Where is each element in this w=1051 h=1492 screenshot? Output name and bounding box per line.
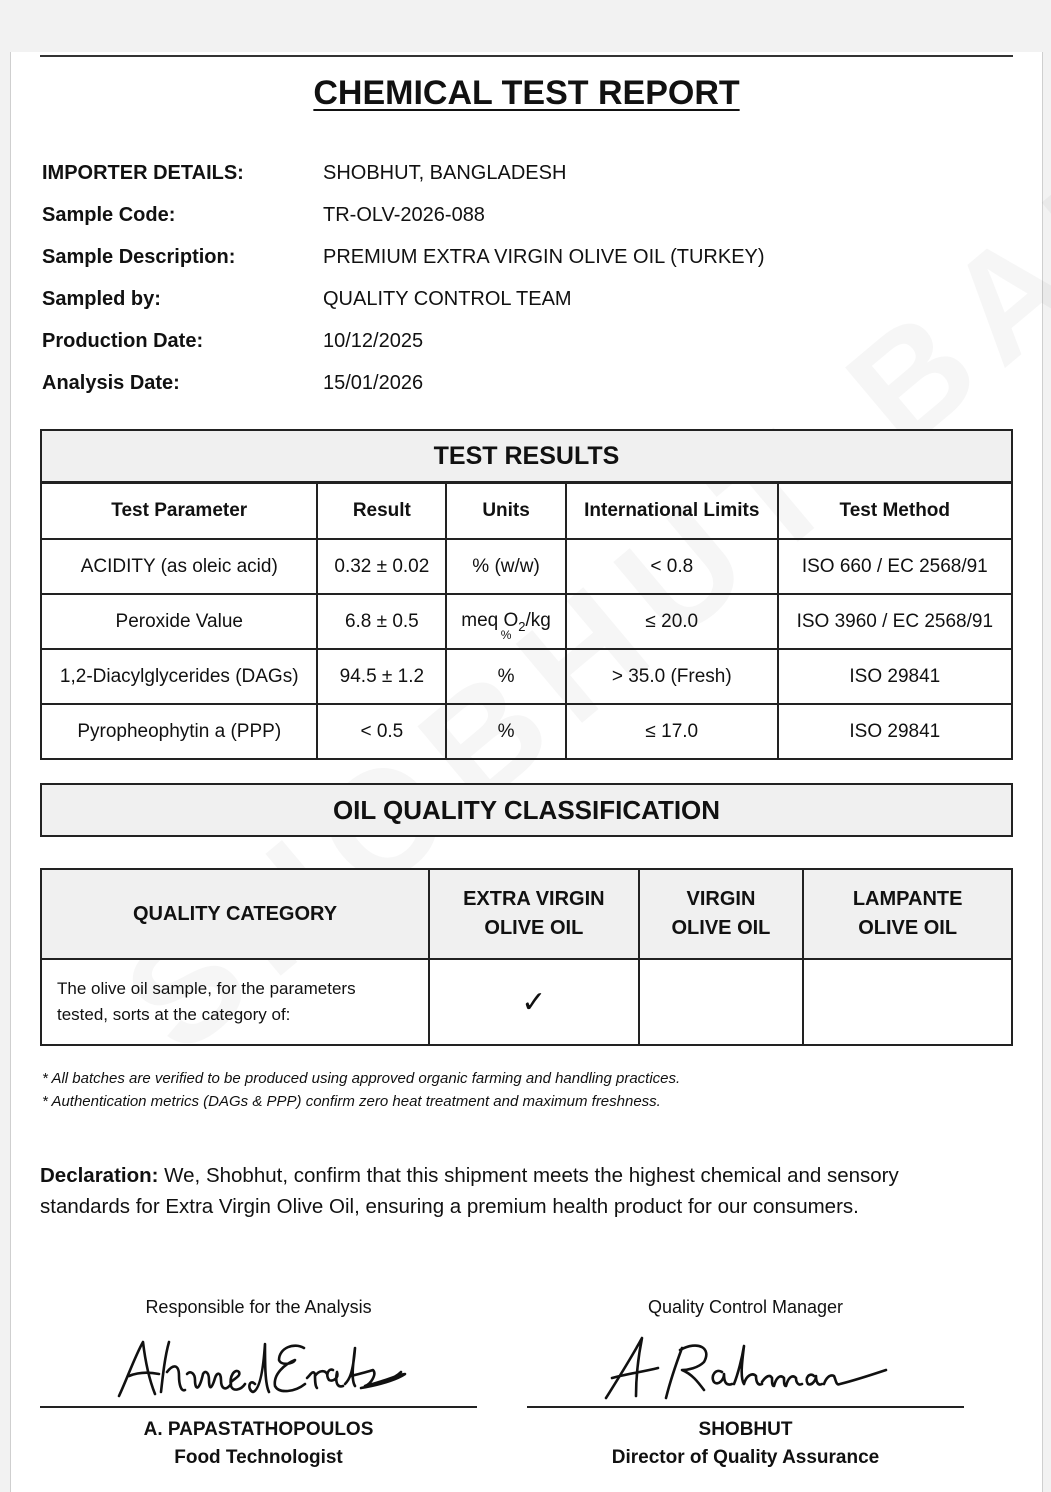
method-cell: ISO 29841 bbox=[778, 649, 1012, 704]
limit-cell: > 35.0 (Fresh) bbox=[566, 649, 778, 704]
info-value: 15/01/2026 bbox=[323, 371, 424, 394]
test-results-title: TEST RESULTS bbox=[41, 430, 1012, 483]
info-row-sample-description bbox=[42, 236, 1002, 278]
column-header: VIRGIN OLIVE OIL bbox=[639, 869, 804, 959]
column-header: LAMPANTE OLIVE OIL bbox=[803, 869, 1012, 959]
signature-line bbox=[40, 1406, 477, 1408]
unit-formula: meq $O_2/kg$ % bbox=[461, 610, 551, 643]
signatory-name: SHOBHUT bbox=[698, 1419, 793, 1440]
info-label: IMPORTER DETAILS: bbox=[42, 161, 244, 184]
column-header: EXTRA VIRGIN OLIVE OIL bbox=[429, 869, 639, 959]
footnote: * Authentication metrics (DAGs & PPP) confirm zero heat treatment and maximum freshness. bbox=[42, 1093, 661, 1110]
unit-cell: % bbox=[446, 649, 566, 704]
signature-block-manager bbox=[527, 1292, 964, 1472]
signature-role: Responsible for the Analysis bbox=[145, 1297, 372, 1317]
signatory-title: Food Technologist bbox=[174, 1447, 343, 1468]
info-value: QUALITY CONTROL TEAM bbox=[323, 287, 572, 310]
column-header: Units bbox=[446, 483, 566, 540]
top-rule bbox=[40, 55, 1013, 57]
sample-info bbox=[42, 152, 1002, 404]
signatory-title: Director of Quality Assurance bbox=[611, 1447, 880, 1468]
table-row bbox=[41, 539, 1012, 594]
method-cell: ISO 660 / EC 2568/91 bbox=[778, 539, 1012, 594]
unit-cell: % bbox=[446, 704, 566, 759]
result-cell: < 0.5 bbox=[317, 704, 446, 759]
footnote: * All batches are verified to be produced using approved organic farming and handling practices. bbox=[42, 1070, 681, 1087]
info-label: Production Date: bbox=[42, 329, 204, 352]
info-row-sampled-by bbox=[42, 278, 1002, 320]
table-header-row bbox=[41, 483, 1012, 540]
method-cell: ISO 3960 / EC 2568/91 bbox=[778, 594, 1012, 649]
handwritten-signature bbox=[586, 1334, 906, 1404]
info-label: Sample Description: bbox=[42, 245, 236, 268]
signature-role: Quality Control Manager bbox=[647, 1297, 844, 1317]
limit-cell: ≤ 17.0 bbox=[566, 704, 778, 759]
declaration-label: Declaration: bbox=[40, 1164, 159, 1187]
parameter-cell: 1,2-Diacylglycerides (DAGs) bbox=[41, 649, 317, 704]
classification-title: OIL QUALITY CLASSIFICATION bbox=[40, 783, 1013, 837]
unit-note: % bbox=[500, 628, 512, 643]
limit-cell: ≤ 20.0 bbox=[566, 594, 778, 649]
column-header: QUALITY CATEGORY bbox=[41, 869, 429, 959]
empty-cell bbox=[803, 959, 1012, 1045]
info-value: TR-OLV-2026-088 bbox=[323, 203, 485, 226]
info-value: PREMIUM EXTRA VIRGIN OLIVE OIL (TURKEY) bbox=[323, 245, 765, 268]
column-header: International Limits bbox=[566, 483, 778, 540]
limit-cell: < 0.8 bbox=[566, 539, 778, 594]
parameter-cell: ACIDITY (as oleic acid) bbox=[41, 539, 317, 594]
parameter-cell: Pyropheophytin a (PPP) bbox=[41, 704, 317, 759]
column-header: Result bbox=[317, 483, 446, 540]
table-row bbox=[41, 649, 1012, 704]
handwritten-signature bbox=[99, 1334, 419, 1404]
result-cell: 6.8 ± 0.5 bbox=[317, 594, 446, 649]
table-header-row bbox=[41, 869, 1012, 959]
signature-block-analyst bbox=[40, 1292, 477, 1472]
declaration-text: We, Shobhut, confirm that this shipment meets the highest chemical and sensory standards for Extra Virgin Olive Oil, ensuring a premium health product for our consumers. bbox=[40, 1164, 899, 1218]
info-row-importer bbox=[42, 152, 1002, 194]
empty-cell bbox=[639, 959, 804, 1045]
info-row-analysis-date bbox=[42, 362, 1002, 404]
footnotes bbox=[42, 1067, 1002, 1113]
quality-category-table bbox=[40, 868, 1013, 1046]
info-label: Sample Code: bbox=[42, 203, 176, 226]
parameter-cell: Peroxide Value bbox=[41, 594, 317, 649]
signature-line bbox=[527, 1406, 964, 1408]
result-cell: 0.32 ± 0.02 bbox=[317, 539, 446, 594]
info-row-sample-code bbox=[42, 194, 1002, 236]
report-page bbox=[10, 52, 1043, 1492]
signatory-name: A. PAPASTATHOPOULOS bbox=[143, 1419, 374, 1440]
info-row-production-date bbox=[42, 320, 1002, 362]
info-label: Sampled by: bbox=[42, 287, 161, 310]
unit-cell: % (w/w) bbox=[446, 539, 566, 594]
check-icon: ✓ bbox=[429, 959, 639, 1045]
column-header: Test Method bbox=[778, 483, 1012, 540]
declaration bbox=[40, 1160, 980, 1222]
column-header: Test Parameter bbox=[41, 483, 317, 540]
info-label: Analysis Date: bbox=[42, 371, 180, 394]
method-cell: ISO 29841 bbox=[778, 704, 1012, 759]
result-cell: 94.5 ± 1.2 bbox=[317, 649, 446, 704]
table-row bbox=[41, 959, 1012, 1045]
unit-cell bbox=[446, 594, 566, 649]
report-title: CHEMICAL TEST REPORT bbox=[313, 74, 740, 112]
info-value: SHOBHUT, BANGLADESH bbox=[323, 161, 567, 184]
test-results-table bbox=[40, 429, 1013, 760]
table-row bbox=[41, 594, 1012, 649]
table-row bbox=[41, 704, 1012, 759]
category-description: The olive oil sample, for the parameters tested, sorts at the category of: bbox=[41, 959, 429, 1045]
info-value: 10/12/2025 bbox=[323, 329, 424, 352]
